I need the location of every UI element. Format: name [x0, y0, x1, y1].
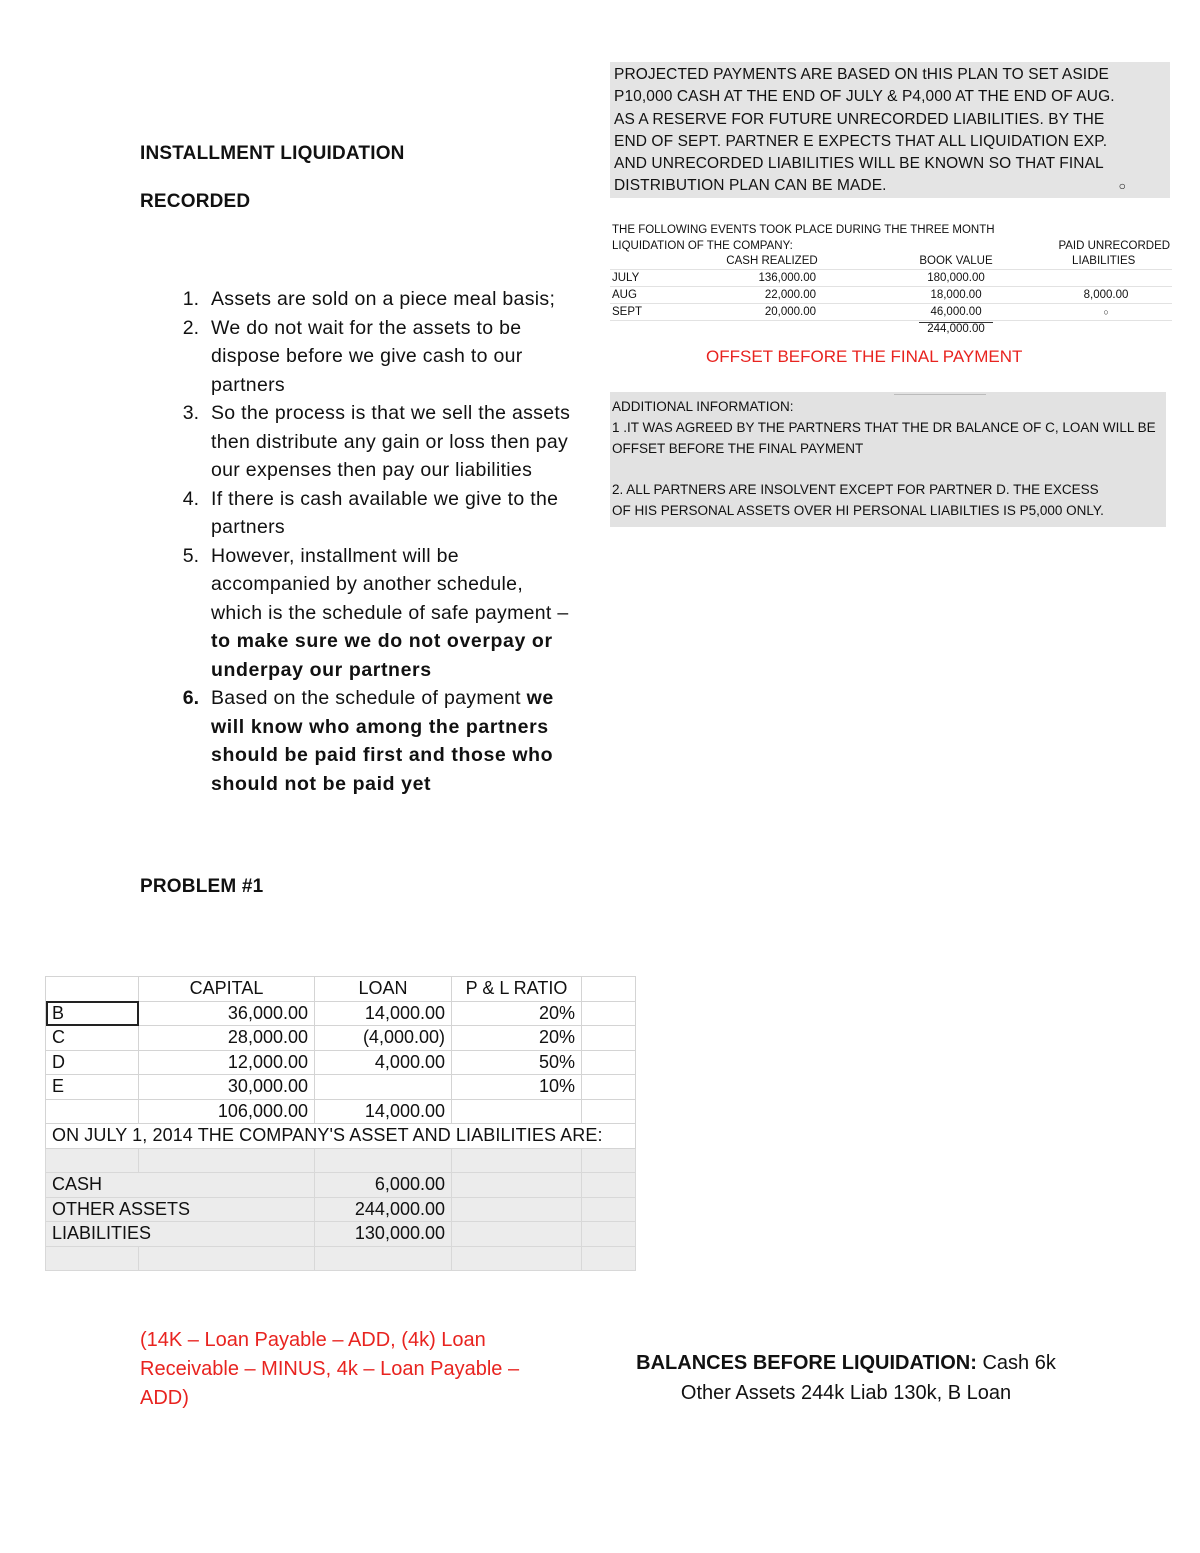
total-book-text: 244,000.00	[919, 322, 993, 335]
table-cell: 180,000.00	[872, 270, 1040, 287]
projected-payments-box	[610, 62, 1170, 198]
table-cell: AUG	[610, 287, 672, 304]
table-cell	[46, 1148, 139, 1173]
additional-info-box	[610, 392, 1166, 527]
step-text	[211, 684, 580, 798]
table-total-row	[610, 320, 1172, 336]
table-cell: 136,000.00	[672, 270, 872, 287]
table-row	[46, 1001, 636, 1026]
projected-line	[614, 175, 1166, 197]
table-cell: 12,000.00	[139, 1050, 315, 1075]
table-cell: 20%	[452, 1001, 582, 1026]
table-cell	[315, 1148, 452, 1173]
table-cell: 30,000.00	[139, 1075, 315, 1100]
list-item	[140, 399, 580, 485]
table-cell	[582, 1197, 636, 1222]
partner-cell: E	[46, 1075, 139, 1100]
table-cell	[582, 1148, 636, 1173]
partner-cell[interactable]: B	[46, 1001, 139, 1026]
table-row	[46, 1197, 636, 1222]
step-text: So the process is that we sell the assets then distribute any gain or loss then pay our expenses then pay our liabilities	[211, 402, 571, 481]
step-text: Assets are sold on a piece meal basis;	[211, 288, 556, 310]
step-plain-text: Based on the schedule of payment	[211, 687, 527, 709]
table-cell: 18,000.00	[872, 287, 1040, 304]
table-cell	[46, 1246, 139, 1271]
capital-table	[45, 976, 635, 1277]
cursor-icon: ○	[1040, 303, 1172, 320]
events-table	[610, 222, 1172, 347]
statement-text: ON JULY 1, 2014 THE COMPANY'S ASSET AND LIABILITIES ARE:	[46, 1124, 636, 1149]
list-item	[140, 684, 580, 798]
total-capital: 106,000.00	[139, 1099, 315, 1124]
table-cell	[46, 977, 139, 1002]
problem-heading: PROBLEM #1	[140, 876, 264, 897]
table-cell	[672, 320, 872, 336]
total-loan: 14,000.00	[315, 1099, 452, 1124]
table-cell	[582, 977, 636, 1002]
column-header-paid: PAID UNRECORDED	[1058, 239, 1171, 252]
loan-note: (14K – Loan Payable – ADD, (4k) Loan Receivable – MINUS, 4k – Loan Payable – ADD)	[140, 1329, 520, 1409]
table-cell: SEPT	[610, 303, 672, 320]
spacer	[612, 459, 1164, 479]
table-cell: (4,000.00)	[315, 1026, 452, 1051]
additional-heading: ADDITIONAL INFORMATION:	[612, 399, 794, 414]
steps-list	[140, 285, 580, 798]
balance-label: OTHER ASSETS	[46, 1197, 315, 1222]
table-cell	[1040, 320, 1172, 336]
table-cell	[315, 1075, 452, 1100]
step-number: 2.	[182, 316, 199, 339]
table-cell	[315, 1246, 452, 1271]
step-text: If there is cash available we give to the partners	[211, 487, 559, 538]
balances-label: BALANCES BEFORE LIQUIDATION:	[636, 1352, 977, 1374]
table-cell	[1040, 222, 1172, 238]
table-cell	[582, 1075, 636, 1100]
table-cell	[452, 1246, 582, 1271]
doc-title: INSTALLMENT LIQUIDATION	[140, 143, 405, 164]
table-row	[46, 1026, 636, 1051]
table-cell: 4,000.00	[315, 1050, 452, 1075]
step-number: 5.	[182, 544, 199, 567]
table-header-row	[46, 977, 636, 1002]
statement-row	[46, 1124, 636, 1149]
table-cell	[582, 1050, 636, 1075]
step-number: 4.	[182, 487, 199, 510]
balances-text: Cash 6k Other Assets 244k Liab 130k, B Loan	[680, 1352, 1056, 1404]
additional-line: 2. ALL PARTNERS ARE INSOLVENT EXCEPT FOR PARTNER D. THE EXCESS	[612, 482, 1099, 497]
events-intro-1: THE FOLLOWING EVENTS TOOK PLACE DURING THE THREE MONTH	[612, 223, 995, 236]
table-row	[46, 1148, 636, 1173]
list-item	[140, 485, 580, 542]
table-cell: 8,000.00	[1040, 287, 1172, 304]
table-cell: 28,000.00	[139, 1026, 315, 1051]
total-book-value	[872, 320, 1040, 336]
table-cell: 36,000.00	[139, 1001, 315, 1026]
cursor-icon: ○	[1118, 179, 1126, 194]
projected-line: AS A RESERVE FOR FUTURE UNRECORDED LIABILITIES. BY THE	[614, 110, 1105, 128]
partner-cell: C	[46, 1026, 139, 1051]
step-number-bold: 6.	[182, 687, 199, 709]
column-header-book: BOOK VALUE	[872, 254, 1040, 270]
column-header-capital: CAPITAL	[139, 977, 315, 1002]
step-plain-text: However, installment will be accompanied by another schedule, which is the schedule of safe payment –	[211, 544, 569, 624]
table-cell: 20%	[452, 1026, 582, 1051]
table-cell	[582, 1026, 636, 1051]
additional-line: OFFSET BEFORE THE FINAL PAYMENT	[612, 441, 864, 456]
table-row	[610, 287, 1172, 304]
table-cell	[452, 1222, 582, 1247]
table-cell	[452, 1148, 582, 1173]
balance-value: 6,000.00	[315, 1173, 452, 1198]
list-item	[140, 542, 580, 685]
table-cell	[452, 1197, 582, 1222]
column-header-paid-2: LIABILITIES	[1040, 254, 1172, 270]
table-cell: 10%	[452, 1075, 582, 1100]
balance-label: CASH	[46, 1173, 315, 1198]
table-cell	[582, 1001, 636, 1026]
table-row	[46, 1222, 636, 1247]
balance-value: 244,000.00	[315, 1197, 452, 1222]
step-bold-text: we will know who among the partners should be paid first and those who should not be paid yet	[211, 687, 554, 795]
additional-line: 1 .IT WAS AGREED BY THE PARTNERS THAT THE DR BALANCE OF C, LOAN WILL BE	[612, 420, 1156, 435]
additional-line: OF HIS PERSONAL ASSETS OVER HI PERSONAL LIABILTIES IS P5,000 ONLY.	[612, 503, 1104, 518]
list-item	[140, 285, 580, 314]
table-cell	[139, 1246, 315, 1271]
projected-line: AND UNRECORDED LIABILITIES WILL BE KNOWN SO THAT FINAL	[614, 155, 1104, 173]
table-row	[46, 1173, 636, 1198]
table-cell	[46, 1099, 139, 1124]
step-number	[140, 684, 211, 798]
table-cell: 20,000.00	[672, 303, 872, 320]
step-number: 1.	[182, 288, 199, 310]
table-row	[610, 303, 1172, 320]
table-cell	[452, 1173, 582, 1198]
table-cell	[610, 254, 672, 270]
projected-line: P10,000 CASH AT THE END OF JULY & P4,000 AT THE END OF AUG.	[614, 88, 1115, 106]
column-header-cash: CASH REALIZED	[672, 254, 872, 270]
balances-note	[626, 1348, 1066, 1408]
projected-line-text: DISTRIBUTION PLAN CAN BE MADE.	[614, 177, 887, 195]
table-row	[46, 1075, 636, 1100]
step-number: 3.	[182, 402, 199, 424]
table-cell	[1040, 270, 1172, 287]
column-header-loan: LOAN	[315, 977, 452, 1002]
step-text	[211, 542, 580, 685]
events-intro-2: LIQUIDATION OF THE COMPANY:	[612, 239, 793, 252]
projected-line: PROJECTED PAYMENTS ARE BASED ON tHIS PLAN TO SET ASIDE	[614, 66, 1109, 83]
table-cell	[582, 1173, 636, 1198]
table-total-row	[46, 1099, 636, 1124]
table-cell: 46,000.00	[872, 303, 1040, 320]
projected-line: END OF SEPT. PARTNER E EXPECTS THAT ALL LIQUIDATION EXP.	[614, 132, 1108, 150]
table-cell	[139, 1148, 315, 1173]
table-row	[46, 1246, 636, 1271]
balance-value: 130,000.00	[315, 1222, 452, 1247]
table-cell	[582, 1246, 636, 1271]
divider	[894, 394, 986, 395]
table-cell: 14,000.00	[315, 1001, 452, 1026]
table-cell	[452, 1099, 582, 1124]
doc-subtitle: RECORDED	[140, 191, 251, 212]
table-row	[610, 270, 1172, 287]
step-text: We do not wait for the assets to be dispose before we give cash to our partners	[211, 316, 523, 396]
partner-cell: D	[46, 1050, 139, 1075]
offset-note: OFFSET BEFORE THE FINAL PAYMENT	[706, 347, 1023, 366]
list-item	[140, 314, 580, 400]
table-cell	[582, 1099, 636, 1124]
balance-label: LIABILITIES	[46, 1222, 315, 1247]
table-cell: 50%	[452, 1050, 582, 1075]
table-cell	[582, 1222, 636, 1247]
table-cell: 22,000.00	[672, 287, 872, 304]
table-row	[46, 1050, 636, 1075]
table-cell	[610, 320, 672, 336]
column-header-pl-ratio: P & L RATIO	[452, 977, 582, 1002]
step-bold-text: to make sure we do not overpay or underpay our partners	[211, 630, 553, 681]
table-cell: JULY	[610, 270, 672, 287]
